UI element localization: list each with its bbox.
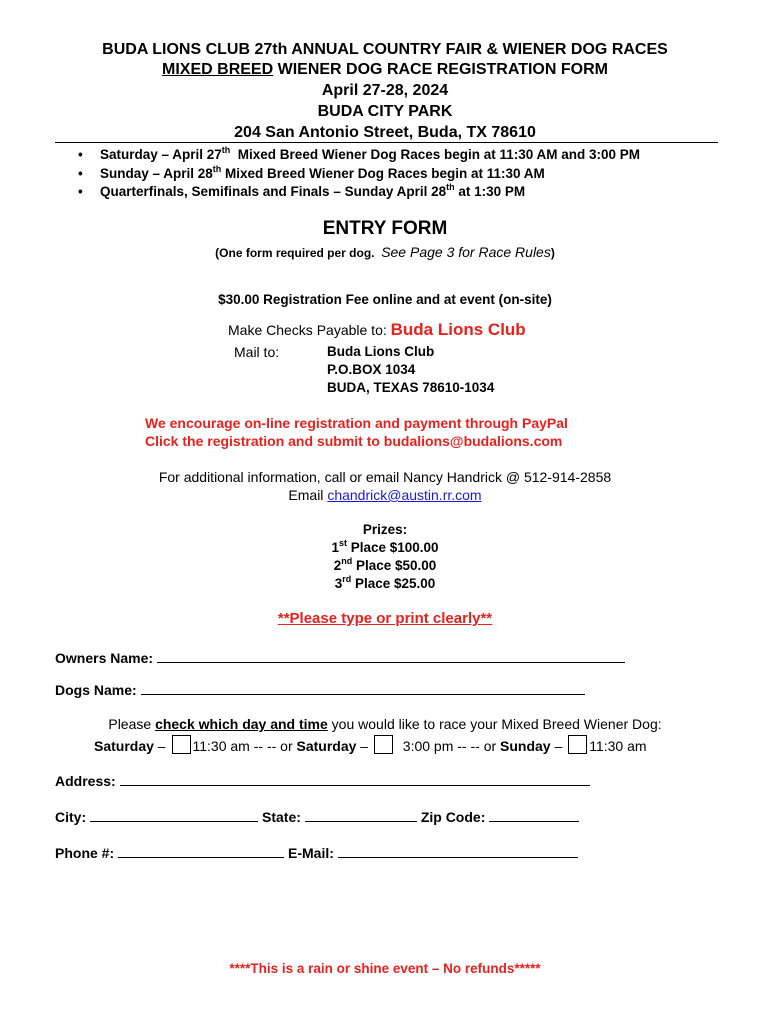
header-divider (55, 142, 718, 143)
owner-name-row (55, 649, 625, 666)
mail-address-line: BUDA, TEXAS 78610-1034 (327, 380, 495, 395)
race-choice-instructions: Please check which day and time you would like to race your Mixed Breed Wiener Dog: (108, 716, 662, 732)
dog-name-row (55, 681, 585, 698)
address-label: Address: (55, 773, 116, 789)
schedule-item: • Sunday – April 28th Mixed Breed Wiener Dog Races begin at 11:30 AM (78, 165, 640, 184)
mail-to-label: Mail to: (234, 344, 280, 360)
header-form-title (0, 60, 770, 80)
owner-name-label: Owners Name: (55, 650, 154, 666)
dog-name-field[interactable] (141, 681, 585, 695)
email-label: E-Mail: (288, 845, 334, 861)
prize-item: 3rd Place $25.00 (334, 574, 436, 591)
saturday-1130-checkbox[interactable] (172, 735, 191, 754)
city-label: City: (55, 809, 87, 825)
entry-form-title: ENTRY FORM (322, 218, 448, 239)
prize-item: 1st Place $100.00 (331, 538, 439, 555)
header-address: 204 San Antonio Street, Buda, TX 78610 (234, 124, 536, 141)
bullet-icon: • (78, 165, 83, 181)
entry-note: (One form required per dog. See Page 3 for Race Rules) (215, 244, 555, 260)
header-mixed-breed: MIXED BREED (162, 61, 274, 78)
contact-email-link[interactable]: chandrick@austin.rr.com (327, 487, 482, 503)
print-clearly-note: **Please type or print clearly** (277, 610, 493, 627)
schedule-item: • Saturday – April 27th Mixed Breed Wiener Dog Races begin at 11:30 AM and 3:00 PM (78, 146, 640, 165)
state-field[interactable] (305, 808, 417, 822)
payee-name: Buda Lions Club (390, 320, 526, 339)
header-form-title-rest: WIENER DOG RACE REGISTRATION FORM (273, 61, 608, 78)
checks-payable: Make Checks Payable to: Buda Lions Club (228, 320, 526, 339)
schedule-list (78, 146, 640, 202)
zip-code-label: Zip Code: (420, 809, 486, 825)
race-rules-reference: See Page 3 for Race Rules (381, 244, 551, 260)
bullet-icon: • (78, 184, 83, 199)
sunday-1130-checkbox[interactable] (568, 735, 587, 754)
phone-label: Phone #: (55, 845, 115, 861)
race-choice-row: Saturday – 11:30 am -- -- or Saturday – 3:00 pm -- -- or Sunday – 11:30 am (94, 735, 647, 754)
online-registration-note: We encourage on-line registration and payment through PayPal (145, 415, 568, 431)
phone-email-row (55, 844, 578, 861)
rain-or-shine-note: ****This is a rain or shine event – No refunds***** (229, 961, 541, 976)
saturday-300-checkbox[interactable] (374, 735, 393, 754)
schedule-item: • Quarterfinals, Semifinals and Finals – Sunday April 28th at 1:30 PM (78, 183, 640, 202)
email-field[interactable] (338, 844, 578, 858)
header-venue: BUDA CITY PARK (317, 103, 453, 120)
dog-name-label: Dogs Name: (55, 682, 137, 698)
registration-fee: $30.00 Registration Fee online and at event (on-site) (218, 292, 552, 307)
prizes-title: Prizes: (362, 522, 408, 537)
header-event-title: BUDA LIONS CLUB 27th ANNUAL COUNTRY FAIR & WIENER DOG RACES (102, 41, 668, 58)
contact-info: For additional information, call or email Nancy Handrick @ 512-914-2858 (158, 469, 612, 485)
city-field[interactable] (90, 808, 258, 822)
address-row (55, 772, 590, 789)
header-dates: April 27-28, 2024 (321, 82, 449, 99)
zip-code-field[interactable] (489, 808, 579, 822)
address-field[interactable] (120, 772, 590, 786)
owner-name-field[interactable] (157, 649, 625, 663)
prize-item: 2nd Place $50.00 (333, 556, 437, 573)
contact-email-row: Email chandrick@austin.rr.com (288, 487, 482, 503)
bullet-icon: • (78, 147, 83, 162)
online-submit-note: Click the registration and submit to budalions@budalions.com (145, 433, 563, 449)
mail-address-line: Buda Lions Club (327, 344, 435, 359)
mail-address-line: P.O.BOX 1034 (327, 362, 416, 377)
state-label: State: (262, 809, 301, 825)
phone-field[interactable] (118, 844, 284, 858)
city-state-zip-row (55, 808, 579, 825)
